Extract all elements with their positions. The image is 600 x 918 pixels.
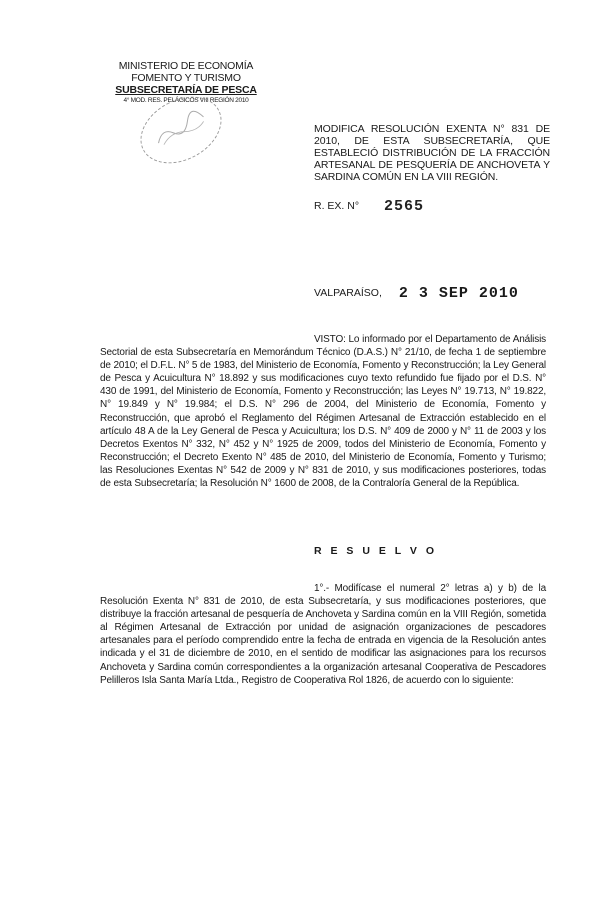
- stamp-scribble-icon: [147, 103, 211, 152]
- resolution-label: R. EX. N°: [314, 200, 360, 212]
- header-reference: 4° MOD. RES. PELÁGICOS VIII REGIÓN 2010: [123, 97, 249, 104]
- resuelvo-heading: R E S U E L V O: [314, 545, 437, 557]
- article-1-paragraph: 1°.- Modifícase el numeral 2° letras a) y b) de la Resolución Exenta N° 831 de 2010, de esta Subsecretaría, y sus modificaciones posteriores, que distribuye la fracción artesanal de pesquería de Anchoveta y Sardina común en la VIII Región, sometida al Régimen Artesanal de Extracción por unidad de asignación organizaciones de pescadores artesanales para el período comprendido entre la fecha de entrada en vigencia de la Resolución antes indicada y el 31 de diciembre de 2010, en el sentido de modificar las asignaciones para los recursos Anchoveta y Sardina común correspondientes a la organización artesanal Cooperativa de Pescadores Pelilleros Isla Santa María Ltda., Registro de Cooperativa Rol 1826, de acuerdo con lo siguiente:: [100, 583, 546, 686]
- resolution-number-line: [314, 198, 554, 215]
- header-subsecretariat: SUBSECRETARÍA DE PESCA: [115, 84, 257, 96]
- date-stamp: 2 3 SEP 2010: [398, 285, 519, 302]
- date-place: VALPARAÍSO,: [314, 287, 382, 299]
- visto-paragraph: VISTO: Lo informado por el Departamento de Análisis Sectorial de esta Subsecretaría en Memorándum Técnico (D.A.S.) N° 21/10, de fecha 1 de septiembre de 2010; el D.F.L. N° 5 de 1983, del Ministerio de Economía, Fomento y Reconstrucción; la Ley General de Pesca y Acuicultura N° 18.892 y sus modificaciones cuyo texto refundido fue fijado por el D.S. N° 430 de 1991, del Ministerio de Economía, Fomento y Reconstrucción; las Leyes N° 19.713, N° 19.822, N° 19.849 y N° 19.984; el D.S. N° 296 de 2004, del Ministerio de Economía, Fomento y Reconstrucción, que aprobó el Reglamento del Régimen Artesanal de Extracción establecido en el artículo 48 A de la Ley General de Pesca y Acuicultura; los D.S. N° 409 de 2000 y N° 11 de 2003 y los Decretos Exentos N° 332, N° 452 y N° 1925 de 2009, todos del Ministerio de Economía, Fomento y Reconstrucción; el Decreto Exento N° 485 de 2010, del Ministerio de Economía, Fomento y Turismo; las Resoluciones Exentas N° 542 de 2009 y N° 831 de 2010, y sus modificaciones posteriores, todas de esta Subsecretaría; la Resolución N° 1600 de 2008, de la Contraloría General de la República.: [100, 334, 546, 490]
- header-department: FOMENTO Y TURISMO: [131, 72, 241, 84]
- resolution-number: 2565: [383, 198, 424, 215]
- document-title: MODIFICA RESOLUCIÓN EXENTA N° 831 DE 2010, DE ESTA SUBSECRETARÍA, QUE ESTABLECIÓ DISTRIBUCIÓN DE LA FRACCIÓN ARTESANAL DE PESQUERÍA DE ANCHOVETA Y SARDINA COMÚN EN LA VIII REGIÓN.: [314, 123, 550, 183]
- header-ministry: MINISTERIO DE ECONOMÍA: [118, 60, 254, 72]
- date-line: [314, 285, 554, 302]
